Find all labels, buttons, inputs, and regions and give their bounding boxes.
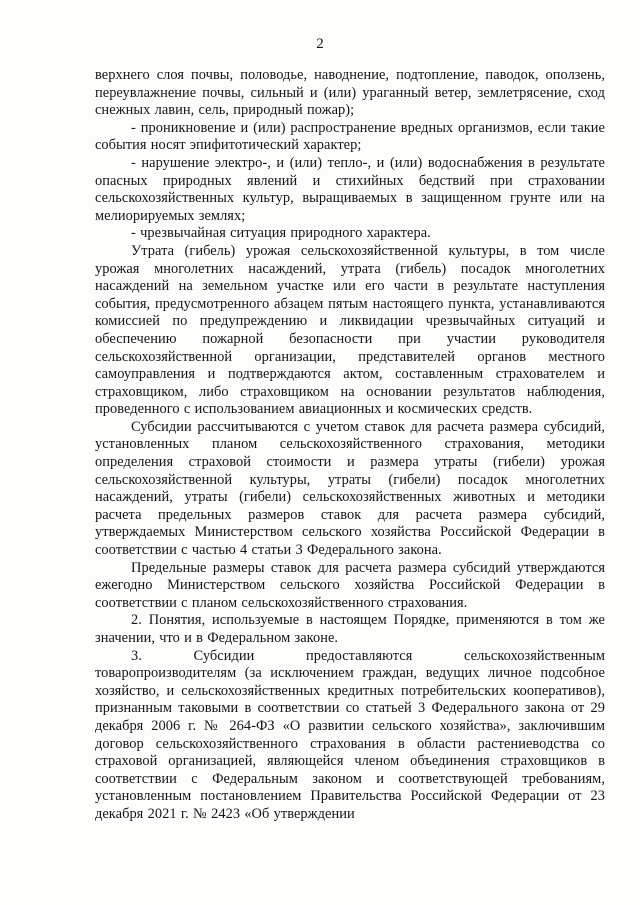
- paragraph-pest-spread: - проникновение и (или) распространение вредных организмов, если такие события носят эпифитотический характер;: [95, 119, 605, 154]
- paragraph-emergency-situation: - чрезвычайная ситуация природного характера.: [131, 225, 431, 242]
- paragraph-utility-disruption: - нарушение электро-, и (или) тепло-, и (или) водоснабжения в результате опасных природных явлений и стихийных бедствий при страховании сельскохозяйственных культур, выращиваемых в защищенном грунте или на мелиорируемых землях;: [95, 154, 605, 224]
- paragraph-rate-limits: Предельные размеры ставок для расчета размера субсидий утверждаются ежегодно Министерством сельского хозяйства Российской Федерации в соответствии с планом сельскохозяйственного страхования.: [95, 559, 605, 611]
- page-number: 2: [316, 36, 324, 52]
- paragraph-subsidy-calculation: Субсидии рассчитываются с учетом ставок для расчета размера субсидий, установленных планом сельскохозяйственного страхования, методики определения страховой стоимости и размера утраты (гибели) урожая сельскохозяйственной культуры, утраты (гибели) посадок многолетних насаждений, утраты (гибели) сельскохозяйственных животных и методики расчета предельных размеров ставок для расчета размера субсидий, утверждаемых Министерством сельского хозяйства Российской Федерации в соответствии с частью 4 статьи 3 Федерального закона.: [95, 418, 605, 559]
- paragraph-crop-loss: Утрата (гибель) урожая сельскохозяйственной культуры, в том числе урожая многолетних насаждений, утрата (гибель) посадок многолетних насаждений на земельном участке или его части в результате наступления события, предусмотренного абзацем пятым настоящего пункта, устанавливаются комиссией по предупреждению и ликвидации чрезвычайных ситуаций и обеспечению пожарной безопасности при участии руководителя сельскохозяйственной организации, представителей органов местного самоуправления и подтверждаются актом, составленным страхователем и страховщиком, либо страховщиком на основании результатов наблюдения, проведенного с использованием авиационных и космических средств.: [95, 242, 605, 418]
- document-body: [95, 67, 605, 824]
- paragraph-subsidy-recipients: 3. Субсидии предоставляются сельскохозяйственным товаропроизводителям (за исключением граждан, ведущих личное подсобное хозяйство, и сельскохозяйственных кредитных потребительских кооперативов), признанным таковыми в соответствии со статьей 3 Федерального закона от 29 декабря 2006 г. № 264-ФЗ «О развитии сельского хозяйства», заключившим договор сельскохозяйственного страхования в области растениеводства со страховой организацией, являющейся членом объединения страховщиков в соответствии с Федеральным законом и соответствующей требованиям, установленным постановлением Правительства Российской Федерации от 23 декабря 2021 г. № 2423 «Об утверждении: [95, 647, 605, 822]
- paragraph-continued-events-list: верхнего слоя почвы, половодье, наводнение, подтопление, паводок, оползень, переувлажнение почвы, сильный и (или) ураганный ветер, землетрясение, сход снежных лавин, сель, природный пожар);: [95, 67, 605, 119]
- paragraph-definitions: 2. Понятия, используемые в настоящем Порядке, применяются в том же значении, что и в Федеральном законе.: [95, 612, 605, 646]
